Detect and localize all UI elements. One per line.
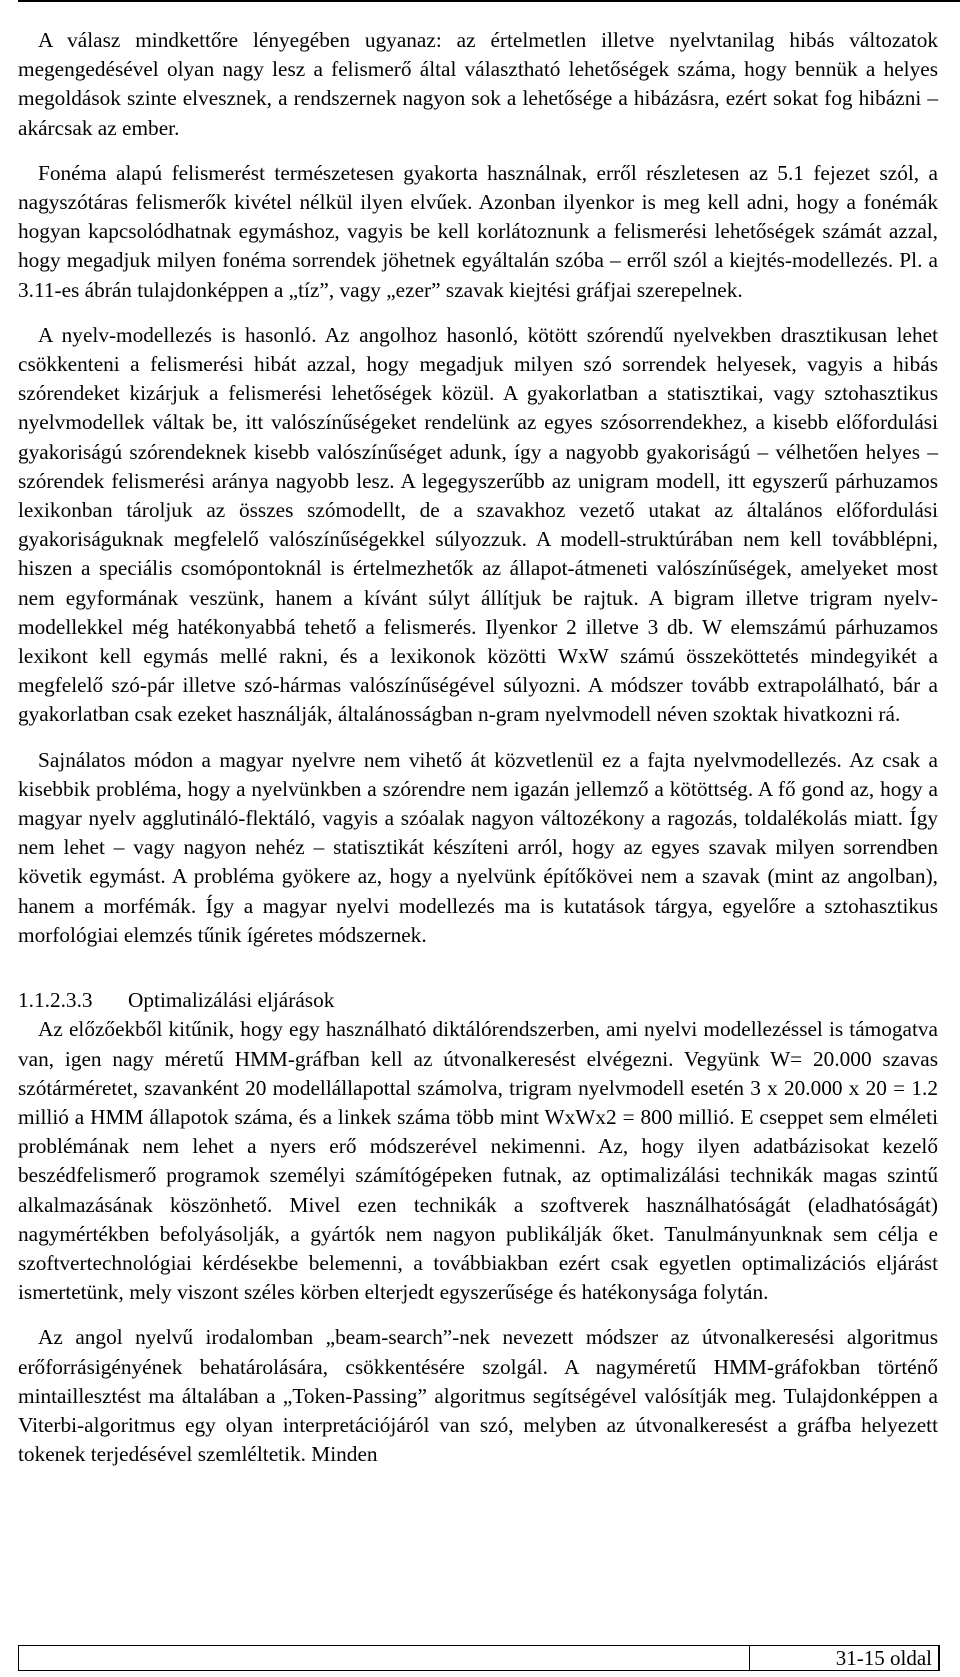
paragraph: A válasz mindkettőre lényegében ugyanaz: az értelmetlen illetve nyelvtanilag hibás változatok megengedésével olyan nagy lesz a felismerő által választható lehetőségek száma, hogy bennük a helyes megoldások szinte elvesznek, a rendszernek nagyon sok a lehetősége a hibázásra, ezért sokat fog hibázni – akárcsak az ember. — [18, 28, 938, 140]
page-number: 31-15 oldal — [835, 1646, 932, 1670]
section-title: Optimalizálási eljárások — [128, 988, 335, 1013]
section-number: 1.1.2.3.3 — [18, 988, 93, 1013]
page-content — [18, 26, 938, 1469]
page-footer — [18, 1645, 940, 1671]
header-rule — [18, 0, 960, 2]
section-heading — [18, 986, 938, 1015]
paragraph: A nyelv-modellezés is hasonló. Az angolhoz hasonló, kötött szórendű nyelvekben drasztikusan lehet csökkenteni a felismerési hibát azzal, hogy megadjuk milyen szó sorrendek helyesek, vagyis a hibás szórendeket kizárjuk a felismerési lehetőségek közül. A gyakorlatban a statisztikai, vagy sztohasztikus nyelvmodellek váltak be, itt valószínűségeket rendelünk az egyes szósorrendekhez, a kisebb előfordulási gyakoriságú szórendeknek kisebb valószínűséget adunk, így a nagyobb gyakoriságú – vélhetően helyes – szórendek felismerési aránya nagyobb lesz. A legegyszerűbb az unigram modell, itt egyszerű párhuzamos lexikonban tároljuk az összes szómodellt, de a szavakhoz vezető utakat az általános előfordulási gyakoriságuknak megfelelő valószínűségekkel súlyozzuk. A modell-struktúrában nem kell továbblépni, hiszen a speciális csomópontoknál is értelmezhetők az állapot-átmeneti valószínűségek, amelyeket most nem egyformának veszünk, hanem a kívánt súlyt állítjuk be rajtuk. A bigram illetve trigram nyelv-modellekkel még hatékonyabbá tehető a felismerés. Ilyenkor 2 illetve 3 db. W elemszámú párhuzamos lexikont kell egymás mellé rakni, és a lexikonok közötti WxW számú összeköttetés mindegyikét a megfelelő szó-pár illetve szó-hármas valószínűségével súlyozni. A módszer tovább extrapolálható, bár a gyakorlatban csak ezeket használják, általánosságban n-gram nyelvmodell néven szoktak hivatkozni rá. — [18, 322, 938, 727]
paragraph: Sajnálatos módon a magyar nyelvre nem vihető át közvetlenül ez a fajta nyelvmodellezés. Az csak a kisebbik probléma, hogy a nyelvünkben a szórendre nem igazán jellemző a kötöttség. A fő gond az, hogy a magyar nyelv agglutináló-flektáló, vagyis a szóalak nagyon változékony a ragozás, toldalékolás miatt. Így nem lehet – vagy nagyon nehéz – statisztikát készíteni arról, hogy az egyes szavak milyen sorrendben követik egymást. A probléma gyökere az, hogy a nyelvünk építőkövei nem a szavak (mint az angolban), hanem a morfémák. Így a magyar nyelvi modellezés ma is kutatások tárgya, egyelőre a sztohasztikus morfológiai elemzés tűnik ígéretes módszernek. — [18, 747, 938, 947]
paragraph: Az előzőekből kitűnik, hogy egy használható diktálórendszerben, ami nyelvi modellezéssel is támogatva van, igen nagy méretű HMM-gráfban kell az útvonalkeresést elvégezni. Vegyünk W= 20.000 szavas szótárméretet, szavanként 20 modellállapottal számolva, trigram nyelvmodell esetén 3 x 20.000 x 20 = 1.2 millió a HMM állapotok száma, és a linkek száma több mint WxWx2 = 800 millió. E cseppet sem elméleti problémának nem lehet a nyers erő módszerével nekimenni. Az, hogy ilyen adatbázisokat kezelő beszédfelismerő programok személyi számítógépeken futnak, az optimalizálási technikák magas szintű alkalmazásának köszönhető. Mivel ezen technikák a szoftverek használhatóságát (eladhatóságát) nagymértékben befolyásolják, a gyártók nem nagyon publikálják őket. Tanulmányunknak sem célja e szoftvertechnológiai kérdésekbe belemenni, a továbbiakban ezért csak egyetlen optimalizációs eljárást ismertetünk, mely viszont széles körben elterjedt egyszerűsége és hatékonysága folytán. — [18, 1017, 938, 1305]
paragraph: Az angol nyelvű irodalomban „beam-search”-nek nevezett módszer az útvonalkeresési algoritmus erőforrásigényének behatárolására, csökkentésére szolgál. A nagyméretű HMM-gráfokban történő mintaillesztést ma általában a „Token-Passing” algoritmus segítségével valósítják meg. Tulajdonképpen a Viterbi-algoritmus egy olyan interpretációjáról van szó, melyben az útvonalkeresést a gráfba helyezett tokenek terjedésével szemléltetik. Minden — [18, 1325, 938, 1467]
paragraph: Fonéma alapú felismerést természetesen gyakorta használnak, erről részletesen az 5.1 fejezet szól, a nagyszótáras felismerők kivétel nélkül ilyen elvűek. Azonban ilyenkor is meg kell adni, hogy a fonémák hogyan kapcsolódhatnak egymáshoz, vagyis be kell korlátoznunk a felismerési lehetőségek számát azzal, hogy megadjuk milyen fonéma sorrendek jöhetnek egyáltalán szóba – erről szól a kiejtés-modellezés. Pl. a 3.11-es ábrán tulajdonképpen a „tíz”, vagy „ezer” szavak kiejtési gráfjai szerepelnek. — [18, 160, 938, 302]
page-number-box — [749, 1645, 939, 1671]
